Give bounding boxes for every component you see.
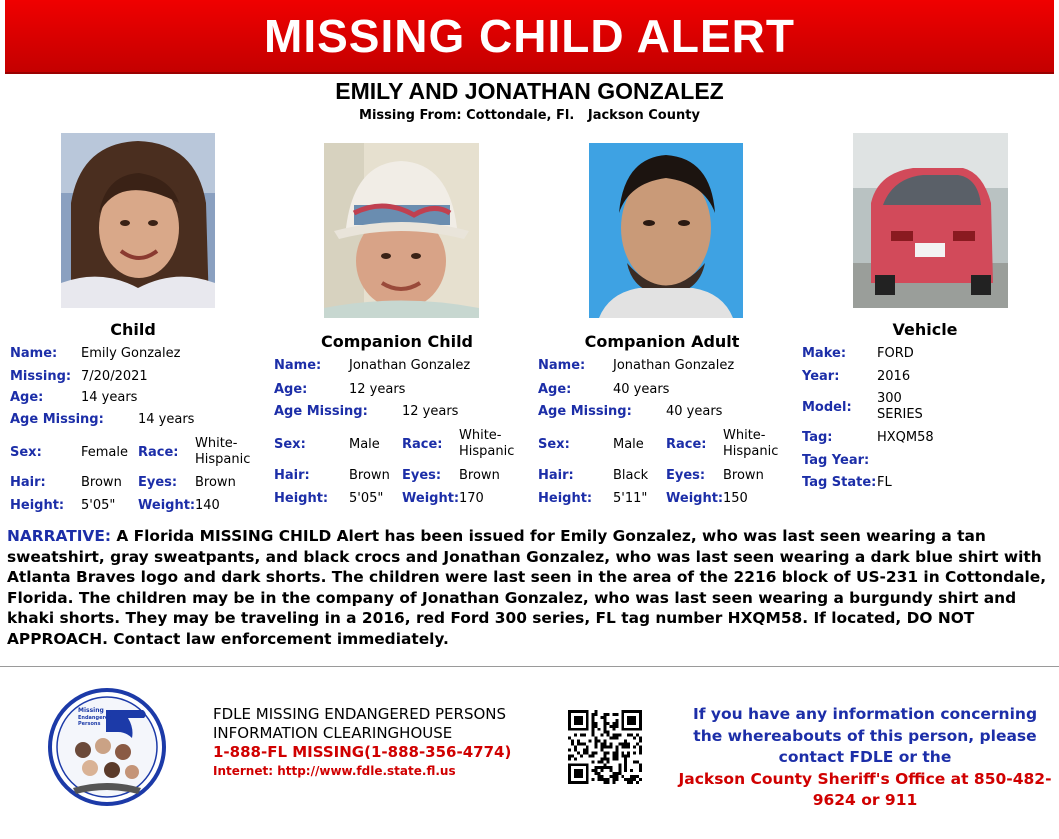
companion-adult-photo <box>589 143 743 318</box>
child-missing-label: Missing: <box>10 369 72 384</box>
companion-adult-eyes-value: Brown <box>723 468 764 483</box>
vehicle-model-label: Model: <box>802 400 852 415</box>
companion-adult-hair-label: Hair: <box>538 468 574 483</box>
child-eyes-value: Brown <box>195 475 236 490</box>
companion-child-eyes-label: Eyes: <box>402 468 442 483</box>
companion-adult-height-value: 5'11" <box>613 491 648 506</box>
child-race-value: White-Hispanic <box>195 436 251 467</box>
footer-divider <box>0 666 1059 667</box>
child-weight-label: Weight: <box>138 498 196 513</box>
companion-adult-height-label: Height: <box>538 491 593 506</box>
child-photo <box>61 133 215 308</box>
svg-text:Endangered: Endangered <box>78 715 112 721</box>
companion-child-height-label: Height: <box>274 491 329 506</box>
narrative <box>7 526 1053 649</box>
child-missing-value: 7/20/2021 <box>81 369 148 384</box>
org-line-1: FDLE MISSING ENDANGERED PERSONS <box>213 705 507 723</box>
banner-title: MISSING CHILD ALERT <box>264 10 795 62</box>
companion-child-title: Companion Child <box>320 332 474 351</box>
hotline-phone: 1-888-FL MISSING(1-888-356-4774) <box>213 743 512 761</box>
vehicle-make-value: FORD <box>877 346 914 361</box>
child-sex-value: Female <box>81 445 129 460</box>
companion-child-weight-value: 170 <box>459 491 484 506</box>
companion-adult-race-label: Race: <box>666 437 707 452</box>
companion-child-weight-label: Weight: <box>402 491 460 506</box>
vehicle-make-label: Make: <box>802 346 847 361</box>
companion-child-eyes-value: Brown <box>459 468 500 483</box>
contact-line-3: contact FDLE or the <box>778 748 952 766</box>
contact-line-2: the whereabouts of this person, please <box>693 726 1037 745</box>
child-race-label: Race: <box>138 445 179 460</box>
companion-adult-age-missing-label: Age Missing: <box>538 404 632 419</box>
vehicle-year-value: 2016 <box>877 369 911 384</box>
companion-adult-sex-value: Male <box>613 437 644 452</box>
vehicle-year-label: Year: <box>802 369 840 384</box>
svg-text:Persons: Persons <box>78 721 101 727</box>
qr-code <box>568 710 642 784</box>
companion-child-age-missing-label: Age Missing: <box>274 404 368 419</box>
vehicle-tag-year-label: Tag Year: <box>802 453 870 468</box>
companion-adult-age-missing-value: 40 years <box>666 404 723 419</box>
svg-text:Missing: Missing <box>78 707 104 714</box>
child-hair-value: Brown <box>81 475 122 490</box>
footer-org <box>213 705 511 781</box>
companion-adult-race-value: White-Hispanic <box>723 428 779 459</box>
companion-child-hair-value: Brown <box>349 468 390 483</box>
vehicle-tag-state-value: FL <box>877 475 892 490</box>
companion-adult-weight-value: 150 <box>723 491 748 506</box>
companion-child-age-label: Age: <box>274 382 308 397</box>
companion-adult-name-label: Name: <box>538 358 586 373</box>
companion-child-hair-label: Hair: <box>274 468 310 483</box>
companion-adult-sex-label: Sex: <box>538 437 570 452</box>
child-age-missing-value: 14 years <box>138 412 195 427</box>
companion-child-race-label: Race: <box>402 437 443 452</box>
narrative-text: A Florida MISSING CHILD Alert has been issued for Emily Gonzalez, who was last seen wearing a tan sweatshirt, gray sweatpants, and black crocs and Jonathan Gonzalez, who was last seen wearing a dark blue shirt with Atlanta Braves logo and dark shorts. The children were last seen in the area of the 2216 block of US-231 in Cottondale, Florida. The children may be in the company of Jonathan Gonzalez, who was last seen wearing a burgundy shirt and khaki shorts. They may be traveling in a 2016, red Ford 300 series, FL tag number HXQM58. If located, DO NOT APPROACH. Contact law enforcement immediately. <box>7 527 1047 648</box>
companion-child-photo <box>324 143 479 318</box>
companion-adult-hair-value: Black <box>613 468 649 483</box>
missing-from: Missing From: Cottondale, Fl. Jackson County <box>359 108 700 123</box>
companion-child-name-label: Name: <box>274 358 322 373</box>
companion-adult-title: Companion Adult <box>584 332 740 351</box>
child-sex-label: Sex: <box>10 445 42 460</box>
companion-adult-eyes-label: Eyes: <box>666 468 706 483</box>
vehicle-tag-state-label: Tag State: <box>802 475 877 490</box>
contact-line-4: Jackson County Sheriff's Office at 850-482-9624 or 911 <box>678 769 1052 809</box>
child-name-label: Name: <box>10 346 58 361</box>
child-height-value: 5'05" <box>81 498 116 513</box>
child-age-missing-label: Age Missing: <box>10 412 104 427</box>
companion-adult-age-label: Age: <box>538 382 572 397</box>
companion-adult-age-value: 40 years <box>613 382 670 397</box>
alert-banner <box>5 0 1054 74</box>
child-eyes-label: Eyes: <box>138 475 178 490</box>
companion-child-sex-label: Sex: <box>274 437 306 452</box>
vehicle-title: Vehicle <box>892 320 958 339</box>
internet-link: Internet: http://www.fdle.state.fl.us <box>213 764 456 778</box>
child-age-label: Age: <box>10 390 44 405</box>
child-hair-label: Hair: <box>10 475 46 490</box>
contact-info <box>670 704 1059 812</box>
child-height-label: Height: <box>10 498 65 513</box>
companion-child-name-value: Jonathan Gonzalez <box>349 358 471 373</box>
companion-child-sex-value: Male <box>349 437 380 452</box>
companion-child-age-value: 12 years <box>349 382 406 397</box>
vehicle-photo <box>853 133 1008 308</box>
vehicle-tag-value: HXQM58 <box>877 430 934 445</box>
companion-child-race-value: White-Hispanic <box>459 428 515 459</box>
child-age-value: 14 years <box>81 390 138 405</box>
companion-adult-name-value: Jonathan Gonzalez <box>613 358 735 373</box>
missing-names: EMILY AND JONATHAN GONZALEZ <box>335 78 724 104</box>
contact-line-1: If you have any information concerning <box>692 705 1038 723</box>
child-weight-value: 140 <box>195 498 220 513</box>
org-line-2: INFORMATION CLEARINGHOUSE <box>213 724 453 742</box>
narrative-label: NARRATIVE: <box>7 527 112 545</box>
vehicle-model-value: 300 SERIES <box>877 391 923 422</box>
child-name-value: Emily Gonzalez <box>81 346 181 361</box>
companion-child-age-missing-value: 12 years <box>402 404 459 419</box>
vehicle-tag-label: Tag: <box>802 430 833 445</box>
companion-adult-weight-label: Weight: <box>666 491 724 506</box>
child-title: Child <box>110 320 156 339</box>
clearinghouse-logo <box>48 688 166 806</box>
companion-child-height-value: 5'05" <box>349 491 384 506</box>
